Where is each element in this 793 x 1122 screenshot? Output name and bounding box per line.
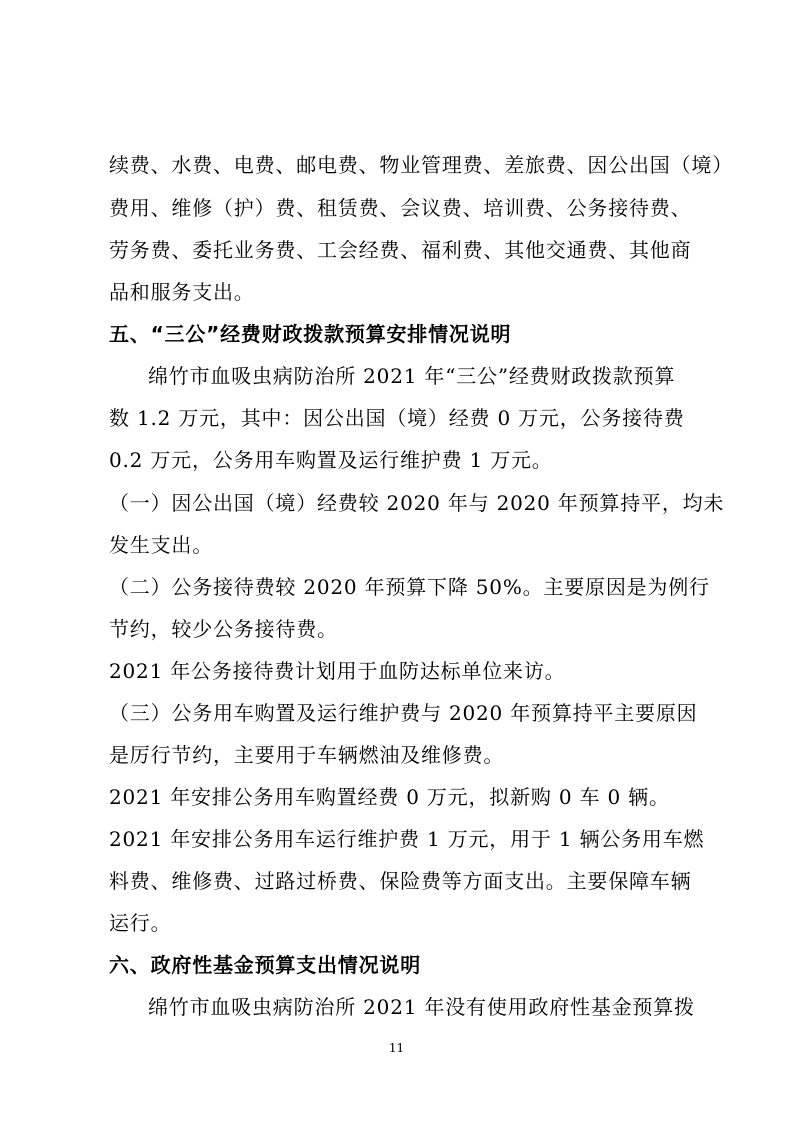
paragraph-line: 绵竹市血吸虫病防治所 2021 年没有使用政府性基金预算拨 bbox=[148, 995, 695, 1019]
paragraph-line: 品和服务支出。 bbox=[109, 280, 255, 304]
paragraph-line: 绵竹市血吸虫病防治所 2021 年“三公”经费财政拨款预算 bbox=[148, 364, 676, 388]
paragraph-line: 是厉行节约，主要用于车辆燃油及维修费。 bbox=[109, 743, 505, 767]
paragraph-line: 料费、维修费、过路过桥费、保险费等方面支出。主要保障车辆 bbox=[109, 869, 692, 893]
paragraph-line: 2021 年公务接待费计划用于血防达标单位来访。 bbox=[109, 659, 566, 683]
paragraph-line: 2021 年安排公务用车购置经费 0 万元，拟新购 0 车 0 辆。 bbox=[109, 785, 670, 809]
paragraph-line: 节约，较少公务接待费。 bbox=[109, 617, 338, 641]
section-heading-six: 六、政府性基金预算支出情况说明 bbox=[109, 953, 421, 977]
paragraph-line: 劳务费、委托业务费、工会经费、福利费、其他交通费、其他商 bbox=[109, 238, 692, 262]
paragraph-line: 2021 年安排公务用车运行维护费 1 万元，用于 1 辆公务用车燃 bbox=[109, 827, 705, 851]
paragraph-line: （二）公务接待费较 2020 年预算下降 50%。主要原因是为例行 bbox=[109, 575, 710, 599]
paragraph-line: 费用、维修（护）费、租赁费、会议费、培训费、公务接待费、 bbox=[109, 196, 692, 220]
section-heading-five: 五、“三公”经费财政拨款预算安排情况说明 bbox=[109, 322, 512, 346]
paragraph-line: （三）公务用车购置及运行维护费与 2020 年预算持平主要原因 bbox=[109, 701, 698, 725]
paragraph-line: 续费、水费、电费、邮电费、物业管理费、差旅费、因公出国（境） bbox=[109, 153, 733, 177]
paragraph-line: 0.2 万元，公务用车购置及运行维护费 1 万元。 bbox=[109, 448, 553, 472]
page-number: 11 bbox=[388, 1041, 405, 1055]
paragraph-line: 发生支出。 bbox=[109, 533, 213, 557]
paragraph-line: 运行。 bbox=[109, 911, 172, 935]
paragraph-line: 数 1.2 万元，其中：因公出国（境）经费 0 万元，公务接待费 bbox=[109, 406, 685, 430]
paragraph-line: （一）因公出国（境）经费较 2020 年与 2020 年预算持平，均未 bbox=[109, 491, 725, 515]
